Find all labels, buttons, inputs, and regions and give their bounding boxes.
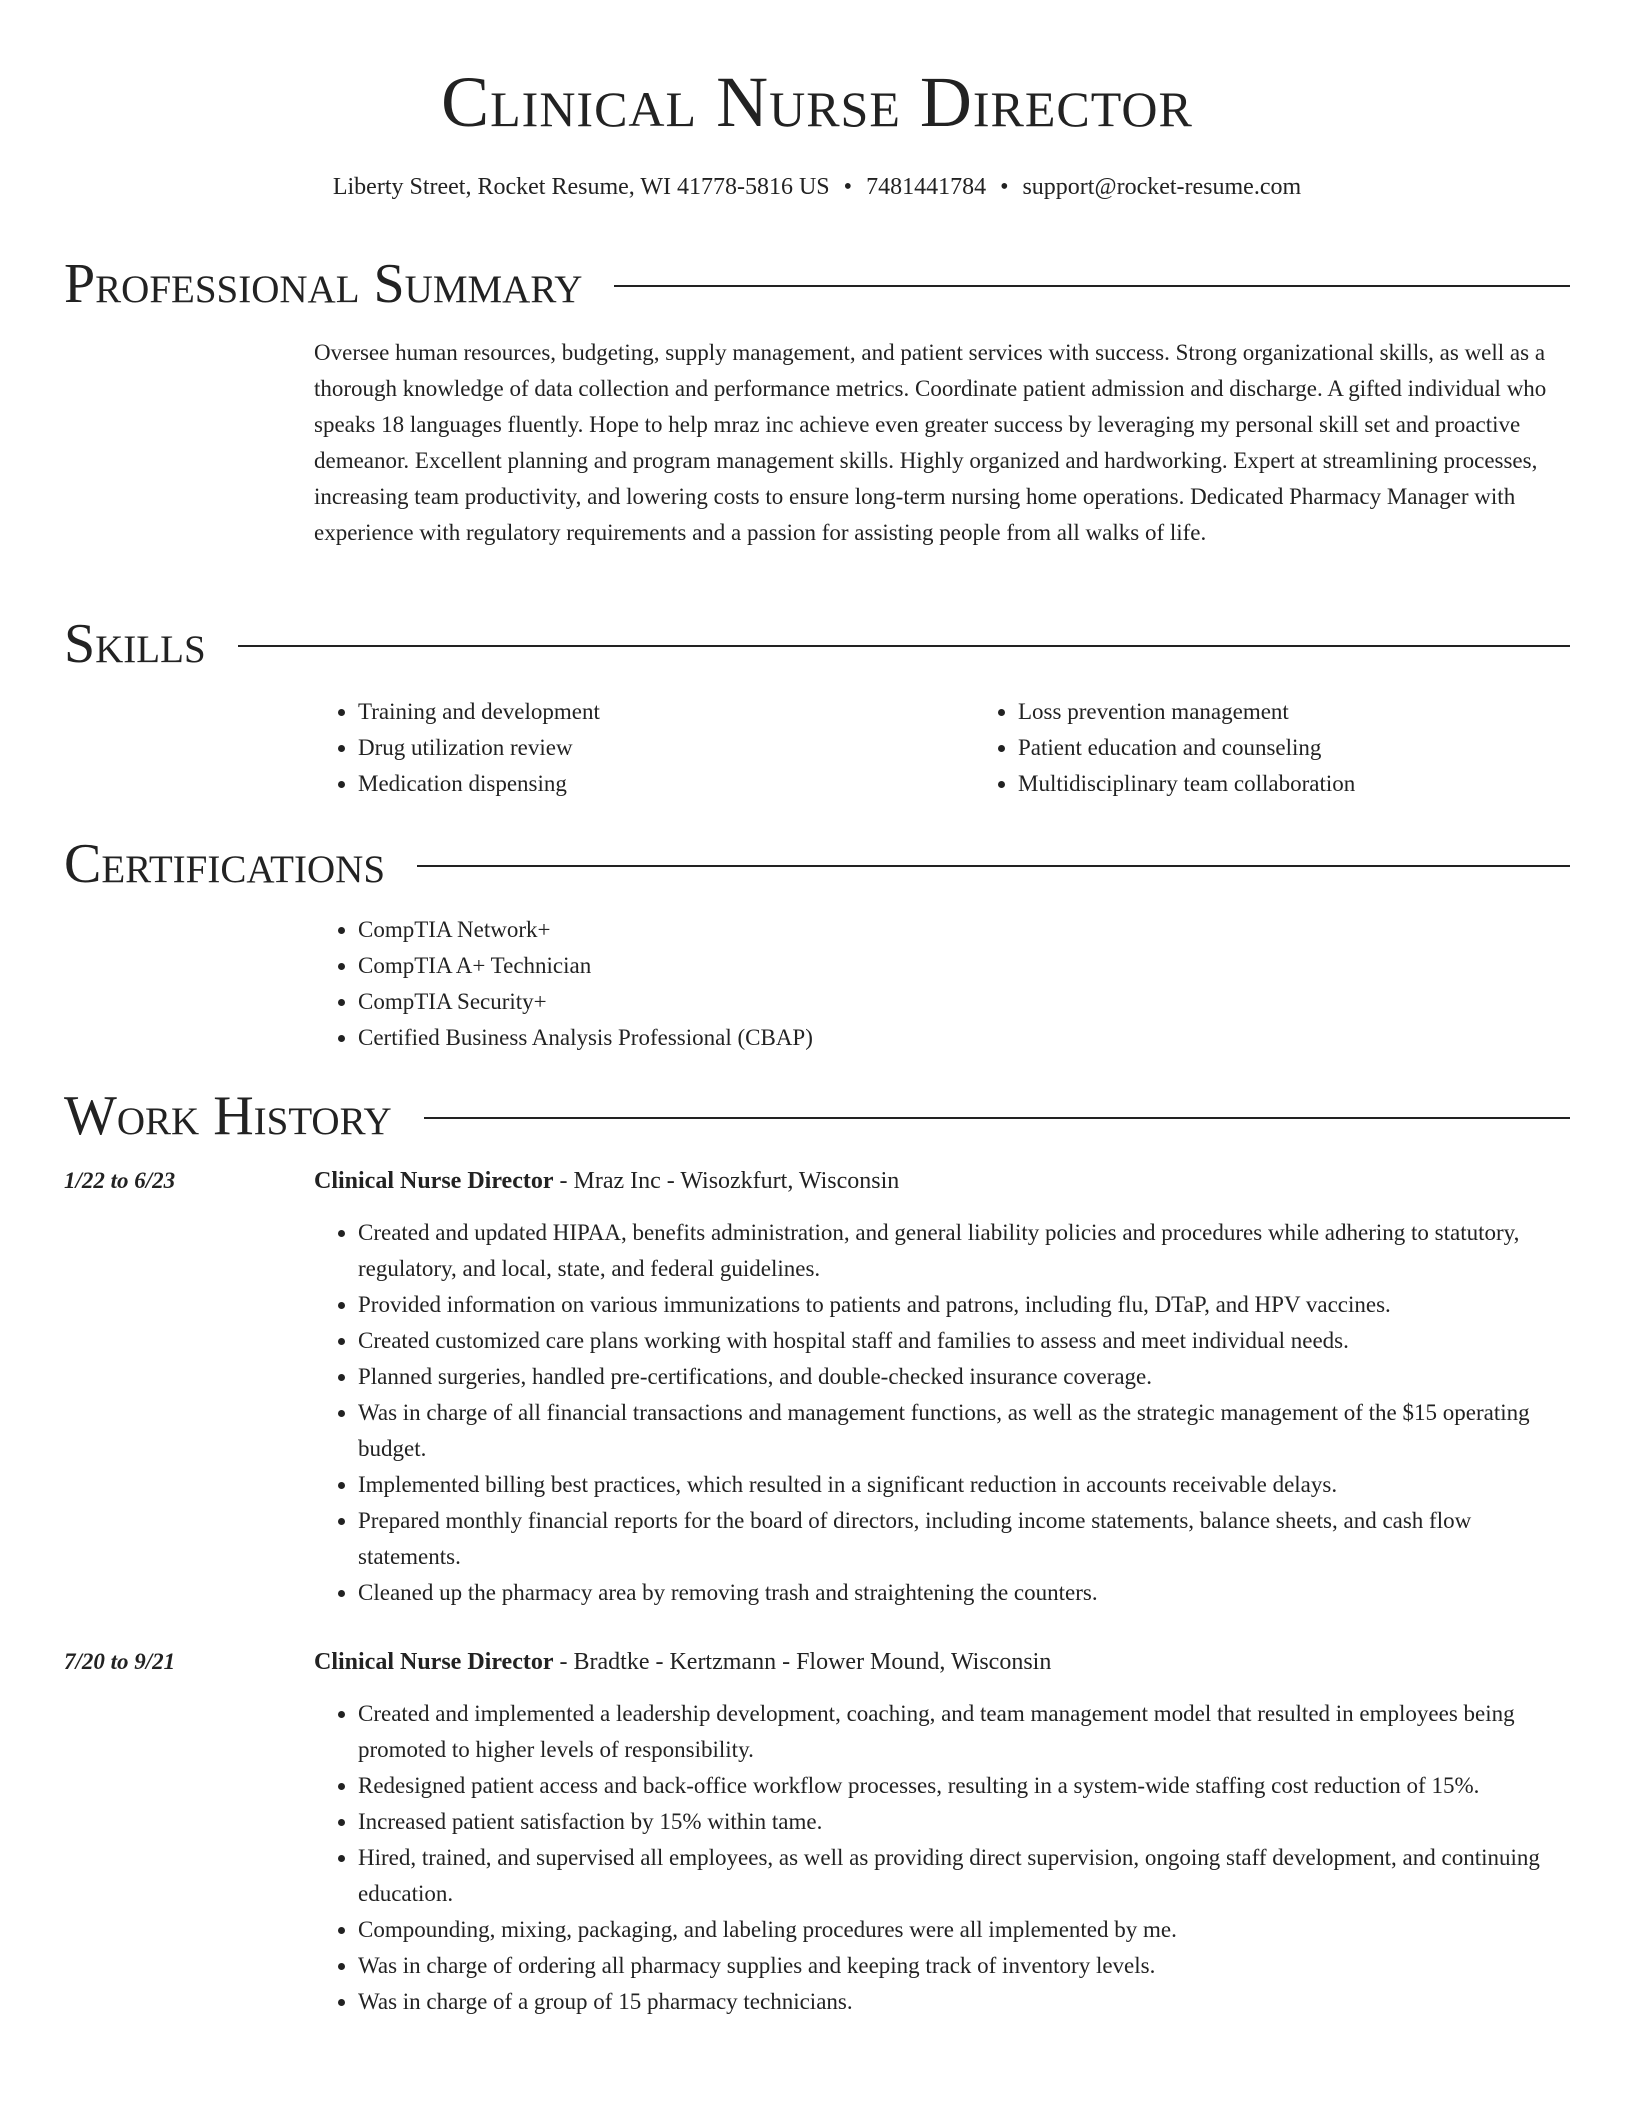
skills-list-left: [314, 694, 974, 802]
skill-item: • Multidisciplinary team collaboration: [1018, 766, 1632, 802]
skill-item: • Drug utilization review: [358, 730, 974, 766]
job-bullets: [314, 1696, 1570, 2020]
certification-item: • CompTIA A+ Technician: [358, 948, 1570, 984]
contact-separator: •: [843, 174, 853, 200]
job-dates: 7/20 to 9/21: [64, 1649, 176, 1674]
job-title: Clinical Nurse Director: [314, 1168, 554, 1194]
section-divider: [424, 1117, 1570, 1119]
job-bullet: • Hired, trained, and supervised all employees, as well as providing direct supervision, ongoing staff development, and continuing education.: [358, 1840, 1570, 1912]
email: support@rocket-resume.com: [1022, 174, 1302, 200]
skills-block: [314, 694, 1570, 802]
certifications-heading: Certifications: [64, 833, 386, 895]
phone: 7481441784: [866, 174, 987, 200]
job-bullets: [314, 1215, 1570, 1611]
job-bullet: • Created and updated HIPAA, benefits administration, and general liability policies and procedures while adhering to statutory, regulatory, and local, state, and federal guidelines.: [358, 1215, 1570, 1287]
certification-item: • CompTIA Network+: [358, 912, 1570, 948]
job-bullet: • Implemented billing best practices, which resulted in a significant reduction in accounts receivable delays.: [358, 1467, 1570, 1503]
job-bullet: • Created customized care plans working with hospital staff and families to assess and meet individual needs.: [358, 1323, 1570, 1359]
job-bullet: • Redesigned patient access and back-office workflow processes, resulting in a system-wide staffing cost reduction of 15%.: [358, 1768, 1570, 1804]
job-entry: [314, 1163, 1570, 1611]
job-bullet: • Prepared monthly financial reports for the board of directors, including income statements, balance sheets, and cash flow statements.: [358, 1503, 1570, 1575]
work-heading: Work History: [64, 1085, 392, 1147]
work-section-header: [64, 1084, 1570, 1148]
job-employer-location: - Mraz Inc - Wisozkfurt, Wisconsin: [553, 1168, 900, 1194]
job-bullet: • Provided information on various immunizations to patients and patrons, including flu, DTaP, and HPV vaccines.: [358, 1287, 1570, 1323]
skill-item: • Training and development: [358, 694, 974, 730]
job-title-line: [314, 1163, 1570, 1199]
summary-block: [314, 335, 1570, 551]
certification-item: • CompTIA Security+: [358, 984, 1570, 1020]
skills-section-header: [64, 612, 1570, 676]
certifications-list: [314, 912, 1570, 1056]
job-bullet: • Was in charge of ordering all pharmacy supplies and keeping track of inventory levels.: [358, 1948, 1570, 1984]
resume-name: Clinical Nurse Director: [441, 62, 1193, 142]
job-bullet: • Planned surgeries, handled pre-certifications, and double-checked insurance coverage.: [358, 1359, 1570, 1395]
section-divider: [417, 865, 1570, 867]
job-employer-location: - Bradtke - Kertzmann - Flower Mound, Wisconsin: [553, 1649, 1052, 1675]
job-entry: [314, 1644, 1570, 2020]
resume-page: [64, 0, 1570, 2014]
job-dates: 1/22 to 6/23: [64, 1168, 176, 1193]
job-title-line: [314, 1644, 1570, 1680]
certification-item: • Certified Business Analysis Professional (CBAP): [358, 1020, 1570, 1056]
job-bullet: • Was in charge of all financial transactions and management functions, as well as the strategic management of the $15 operating budget.: [358, 1395, 1570, 1467]
job-bullet: • Increased patient satisfaction by 15% within tame.: [358, 1804, 1570, 1840]
skill-item: • Loss prevention management: [1018, 694, 1632, 730]
job-bullet: • Was in charge of a group of 15 pharmacy technicians.: [358, 1984, 1570, 2020]
skills-list-right: [974, 694, 1632, 802]
job-bullet: • Created and implemented a leadership development, coaching, and team management model that resulted in employees being promoted to higher levels of responsibility.: [358, 1696, 1570, 1768]
summary-section-header: [64, 252, 1570, 316]
address: Liberty Street, Rocket Resume, WI 41778-5816 US: [332, 174, 830, 200]
skill-item: • Medication dispensing: [358, 766, 974, 802]
skills-heading: Skills: [64, 613, 206, 675]
certifications-section-header: [64, 832, 1570, 896]
job-bullet: • Compounding, mixing, packaging, and labeling procedures were all implemented by me.: [358, 1912, 1570, 1948]
job-bullet: • Cleaned up the pharmacy area by removing trash and straightening the counters.: [358, 1575, 1570, 1611]
job-title: Clinical Nurse Director: [314, 1649, 554, 1675]
summary-heading: Professional Summary: [64, 253, 583, 315]
skill-item: • Patient education and counseling: [1018, 730, 1632, 766]
contact-separator: •: [1000, 174, 1009, 200]
certifications-block: [314, 912, 1570, 1056]
summary-text: Oversee human resources, budgeting, supply management, and patient services with success. Strong organizational skills, as well as a thorough knowledge of data collection and performance metrics. Coordinate patient admission and discharge. A gifted individual who speaks 18 languages fluently. Hope to help mraz inc achieve even greater success by leveraging my personal skill set and proactive demeanor. Excellent planning and program management skills. Highly organized and hardworking. Expert at streamlining processes, increasing team productivity, and lowering costs to ensure long-term nursing home operations. Dedicated Pharmacy Manager with experience with regulatory requirements and a passion for assisting people from all walks of life.: [314, 340, 1547, 545]
section-divider: [238, 645, 1570, 647]
section-divider: [614, 285, 1570, 287]
contact-line: [64, 172, 1570, 202]
